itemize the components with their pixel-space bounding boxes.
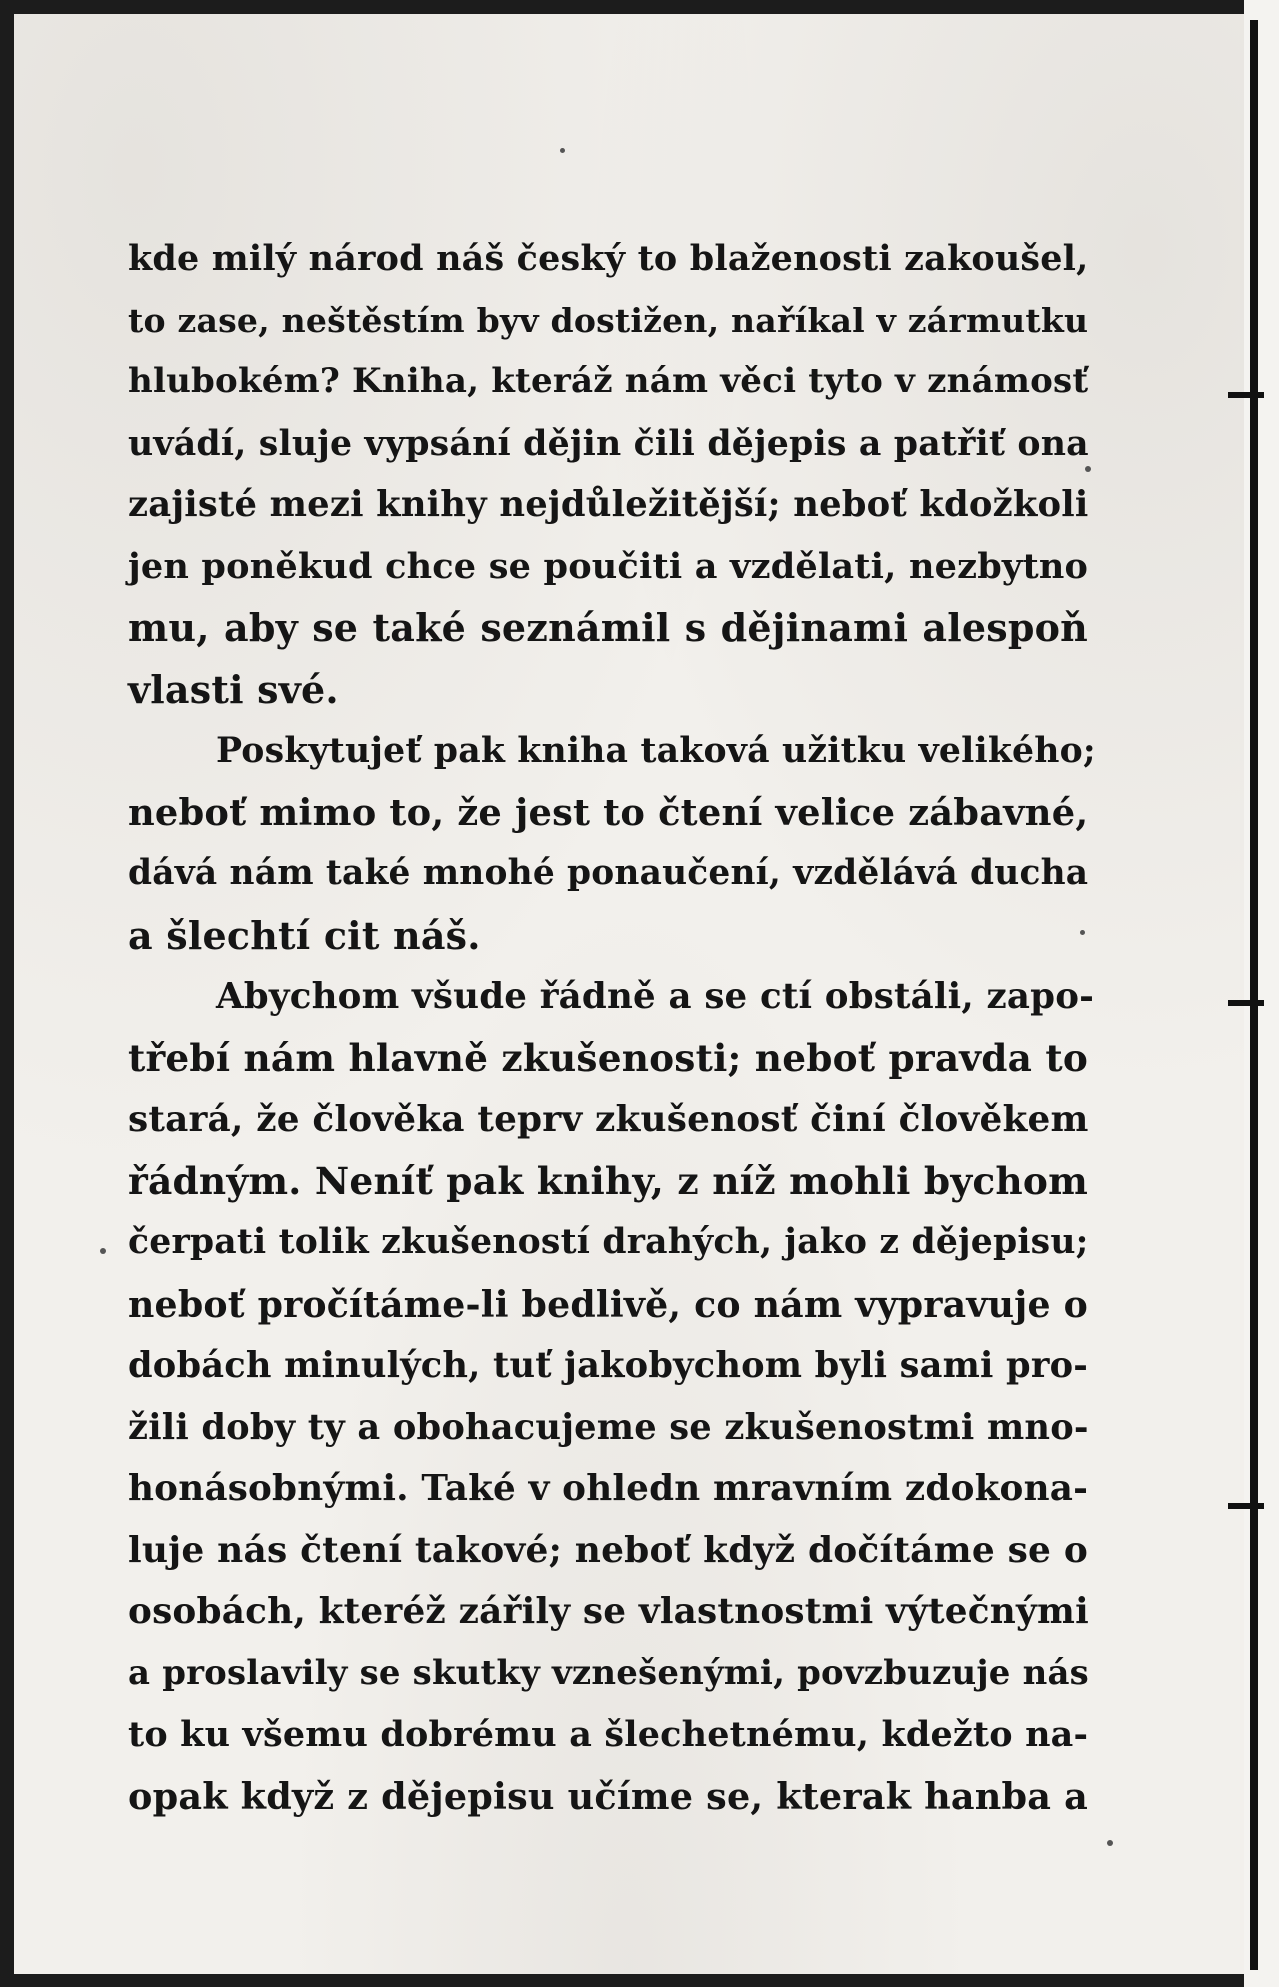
text-line: neboť mimo to, že jest to čtení velice zábavné, [128,789,1089,834]
text-line: třebí nám hlavně zkušenosti; neboť pravda to [128,1035,1088,1080]
text-line: uvádí, sluje vypsání dějin čili dějepis a patřiť ona [128,422,1089,464]
text-line: luje nás čtení takové; neboť když dočítáme se o [128,1528,1088,1571]
rule-notch [1228,1000,1264,1006]
text-line: dává nám také mnohé ponaučení, vzdělává ducha [128,853,1089,893]
text-line: jen poněkud chce se poučiti a vzdělati, nezbytno [128,545,1089,587]
text-line: řádným. Neníť pak knihy, z níž mohli bychom [128,1158,1088,1203]
text-line: Poskytujeť pak kniha taková užitku velikého; [216,730,1096,771]
text-line: opak když z dějepisu učíme se, kterak hanba a [128,1774,1088,1818]
body-text [128,228,1096,1827]
text-line: Abychom všude řádně a se ctí obstáli, zapo- [216,976,1095,1017]
text-line: vlasti své. [128,666,339,712]
text-line: osobách, kteréž zářily se vlastnostmi výtečnými [128,1590,1089,1632]
text-line: to ku všemu dobrému a šlechetnému, kdežto na- [128,1714,1089,1755]
text-line: zajisté mezi knihy nejdůležitější; neboť kdožkoli [128,484,1089,525]
paragraph-3 [128,966,1095,1827]
text-line: kde milý národ náš český to blaženosti zakoušel, [128,238,1089,279]
scan-speck [100,1248,106,1254]
text-line: žili doby ty a obohacujeme se zkušenostmi mno- [128,1406,1089,1448]
text-line: to zase, neštěstím byv dostižen, naříkal v zármutku [128,300,1089,340]
text-line: dobách minulých, tuť jakobychom byli sami pro- [128,1345,1089,1386]
text-line: stará, že člověka teprv zkušenosť činí člověkem [128,1098,1089,1140]
text-line: neboť pročítáme-li bedlivě, co nám vypravuje o [128,1282,1088,1326]
rule-notch [1228,392,1264,398]
text-line: a proslavily se skutky vznešenými, povzbuzuje nás [128,1652,1089,1693]
paragraph-1 [128,228,1088,720]
text-line: hlubokém? Kniha, kteráž nám věci tyto v známosť [128,361,1089,401]
paragraph-2 [128,720,1096,966]
binding-rule [1250,20,1258,1970]
text-line: čerpati tolik zkušeností drahých, jako z dějepisu; [128,1222,1089,1262]
text-line: mu, aby se také seznámil s dějinami alespoň [128,605,1088,650]
text-line: a šlechtí cit náš. [128,912,481,958]
rule-notch [1228,1503,1264,1509]
scan-speck [1107,1840,1113,1846]
scan-speck [560,148,565,153]
text-line: honásobnými. Také v ohledn mravním zdokona- [128,1467,1089,1509]
